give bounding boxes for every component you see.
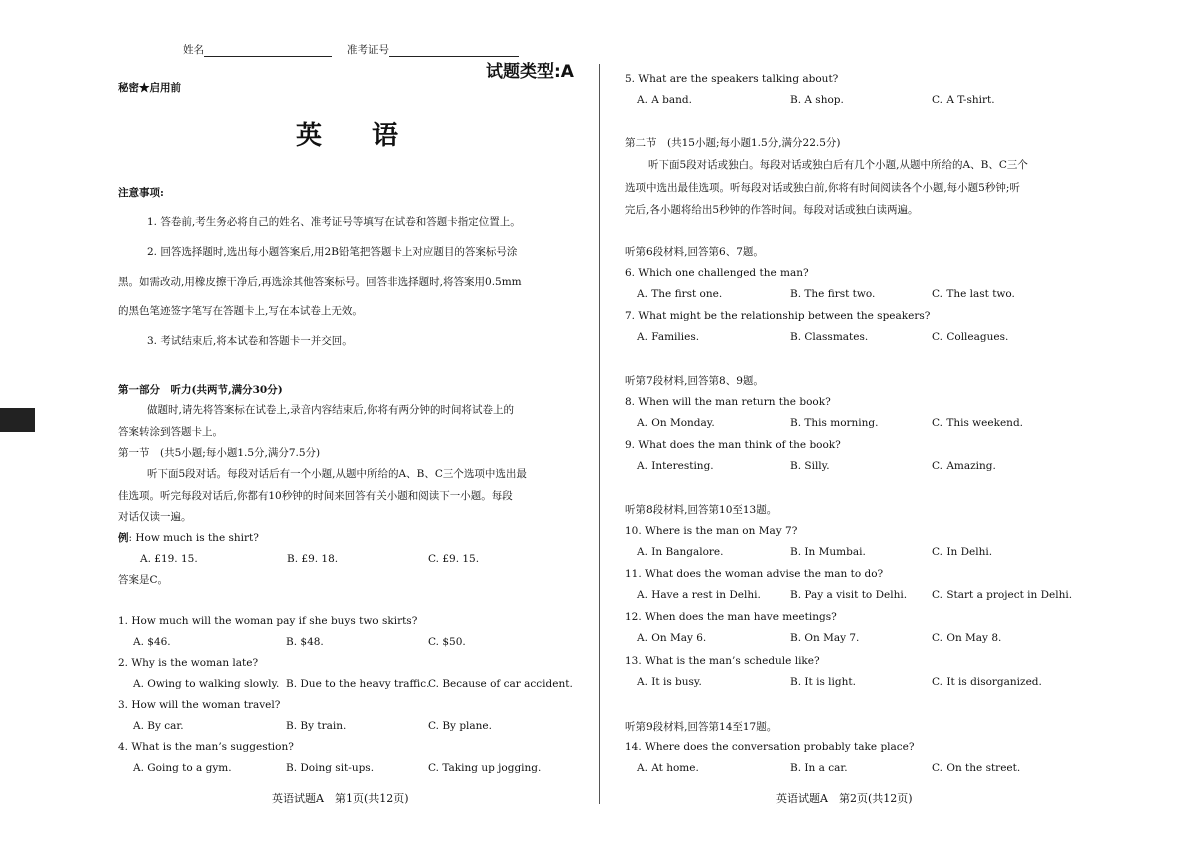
note-line: 1. 答卷前,考生务必将自己的姓名、准考证号等填写在试卷和答题卡指定位置上。 — [147, 216, 521, 228]
option-a: A. A band. — [637, 94, 692, 106]
part1-intro: 答案转涂到答题卡上。 — [118, 426, 223, 438]
note-line: 黑。如需改动,用橡皮擦干净后,再选涂其他答案标号。回答非选择题时,将答案用0.5mm — [118, 276, 522, 288]
paper-type: 试题类型:A — [486, 62, 574, 82]
question-stem: 14. Where does the conversation probably take place? — [625, 741, 915, 753]
option-b: B. In Mumbai. — [790, 546, 866, 558]
option-c: C. Start a project in Delhi. — [932, 589, 1073, 601]
section1-intro: 佳选项。听完每段对话后,你都有10秒钟的时间来回答有关小题和阅读下一小题。每段 — [118, 490, 513, 502]
option-b: B. Pay a visit to Delhi. — [790, 589, 908, 601]
part1-intro: 做题时,请先将答案标在试卷上,录音内容结束后,你将有两分钟的时间将试卷上的 — [147, 404, 515, 416]
part1-heading: 第一部分 听力(共两节,满分30分) — [118, 384, 283, 396]
question-stem: 6. Which one challenged the man? — [625, 267, 809, 279]
option-a: A. Families. — [637, 331, 700, 343]
section1-intro: 对话仅读一遍。 — [118, 511, 192, 523]
option-b: B. This morning. — [790, 417, 879, 429]
option-a: A. Owing to walking slowly. — [133, 678, 280, 690]
option-c: C. It is disorganized. — [932, 676, 1042, 688]
question-stem: 12. When does the man have meetings? — [625, 611, 837, 623]
section1-intro: 听下面5段对话。每段对话后有一个小题,从题中所给的A、B、C三个选项中选出最 — [147, 468, 527, 480]
option-c: C. This weekend. — [932, 417, 1023, 429]
option-b: B. Due to the heavy traffic. — [286, 678, 430, 690]
secret-label: 秘密★启用前 — [118, 82, 181, 94]
option-b: B. A shop. — [790, 94, 844, 106]
exam-id-blank[interactable] — [389, 45, 519, 57]
option-a: A. At home. — [637, 762, 699, 774]
option-b: B. Silly. — [790, 460, 830, 472]
example-option: C. £9. 15. — [428, 553, 480, 565]
option-b: B. By train. — [286, 720, 347, 732]
example-stem: : How much is the shirt? — [128, 532, 259, 544]
section2-heading: 第二节 (共15小题;每小题1.5分,满分22.5分) — [625, 137, 841, 149]
note-line: 2. 回答选择题时,选出每小题答案后,用2B铅笔把答题卡上对应题目的答案标号涂 — [147, 246, 518, 258]
question-stem: 1. How much will the woman pay if she buys two skirts? — [118, 615, 418, 627]
name-blank[interactable] — [204, 45, 332, 57]
note-line: 3. 考试结束后,将本试卷和答题卡一并交回。 — [147, 335, 353, 347]
question-stem: 4. What is the man’s suggestion? — [118, 741, 294, 753]
option-c: C. On May 8. — [932, 632, 1002, 644]
option-c: C. In Delhi. — [932, 546, 993, 558]
option-a: A. The first one. — [637, 288, 723, 300]
section2-intro: 完后,各小题将给出5秒钟的作答时间。每段对话或独白读两遍。 — [625, 204, 919, 216]
material-heading: 听第7段材料,回答第8、9题。 — [625, 375, 764, 387]
option-b: B. The first two. — [790, 288, 876, 300]
option-c: C. On the street. — [932, 762, 1021, 774]
option-c: C. Taking up jogging. — [428, 762, 542, 774]
question-stem: 3. How will the woman travel? — [118, 699, 281, 711]
option-c: C. Amazing. — [932, 460, 996, 472]
question-stem: 8. When will the man return the book? — [625, 396, 831, 408]
option-b: B. Doing sit-ups. — [286, 762, 375, 774]
scan-mark — [0, 408, 35, 432]
option-b: B. In a car. — [790, 762, 848, 774]
name-field[interactable] — [183, 43, 332, 57]
note-line: 的黑色笔迹签字笔写在答题卡上,写在本试卷上无效。 — [118, 305, 363, 317]
option-c: C. Because of car accident. — [428, 678, 573, 690]
example-option: B. £9. 18. — [287, 553, 339, 565]
material-heading: 听第6段材料,回答第6、7题。 — [625, 246, 764, 258]
option-c: C. The last two. — [932, 288, 1015, 300]
option-a: A. Going to a gym. — [133, 762, 232, 774]
page-title: 英语 — [296, 121, 449, 151]
example-option: A. £19. 15. — [140, 553, 198, 565]
material-heading: 听第9段材料,回答第14至17题。 — [625, 721, 778, 733]
option-a: A. On Monday. — [637, 417, 715, 429]
exam-id-field[interactable] — [347, 43, 519, 57]
option-c: C. $50. — [428, 636, 466, 648]
option-c: C. By plane. — [428, 720, 492, 732]
option-b: B. $48. — [286, 636, 324, 648]
page-divider — [599, 64, 600, 804]
question-stem: 7. What might be the relationship between the speakers? — [625, 310, 931, 322]
notes-heading: 注意事项: — [118, 187, 164, 199]
option-a: A. By car. — [133, 720, 184, 732]
option-c: C. Colleagues. — [932, 331, 1009, 343]
section2-intro: 听下面5段对话或独白。每段对话或独白后有几个小题,从题中所给的A、B、C三个 — [648, 159, 1028, 171]
option-c: C. A T-shirt. — [932, 94, 995, 106]
option-a: A. In Bangalore. — [637, 546, 724, 558]
question-stem: 5. What are the speakers talking about? — [625, 73, 839, 85]
section1-heading: 第一节 (共5小题;每小题1.5分,满分7.5分) — [118, 447, 321, 459]
example-question — [118, 531, 259, 545]
section2-intro: 选项中选出最佳选项。听每段对话或独白前,你将有时间阅读各个小题,每小题5秒钟;听 — [625, 182, 1020, 194]
option-a: A. On May 6. — [637, 632, 707, 644]
example-label: 例 — [118, 532, 129, 544]
option-b: B. It is light. — [790, 676, 856, 688]
option-b: B. Classmates. — [790, 331, 869, 343]
question-stem: 13. What is the man’s schedule like? — [625, 655, 820, 667]
option-b: B. On May 7. — [790, 632, 860, 644]
exam-id-label: 准考证号 — [347, 44, 389, 56]
option-a: A. $46. — [133, 636, 171, 648]
question-stem: 10. Where is the man on May 7? — [625, 525, 798, 537]
material-heading: 听第8段材料,回答第10至13题。 — [625, 504, 778, 516]
option-a: A. Interesting. — [637, 460, 714, 472]
option-a: A. It is busy. — [637, 676, 702, 688]
question-stem: 9. What does the man think of the book? — [625, 439, 841, 451]
page-footer: 英语试题A 第2页(共12页) — [776, 792, 913, 805]
option-a: A. Have a rest in Delhi. — [637, 589, 761, 601]
name-label: 姓名 — [183, 44, 204, 56]
question-stem: 11. What does the woman advise the man to do? — [625, 568, 884, 580]
question-stem: 2. Why is the woman late? — [118, 657, 259, 669]
page-footer: 英语试题A 第1页(共12页) — [272, 792, 409, 805]
example-answer: 答案是C。 — [118, 574, 169, 586]
